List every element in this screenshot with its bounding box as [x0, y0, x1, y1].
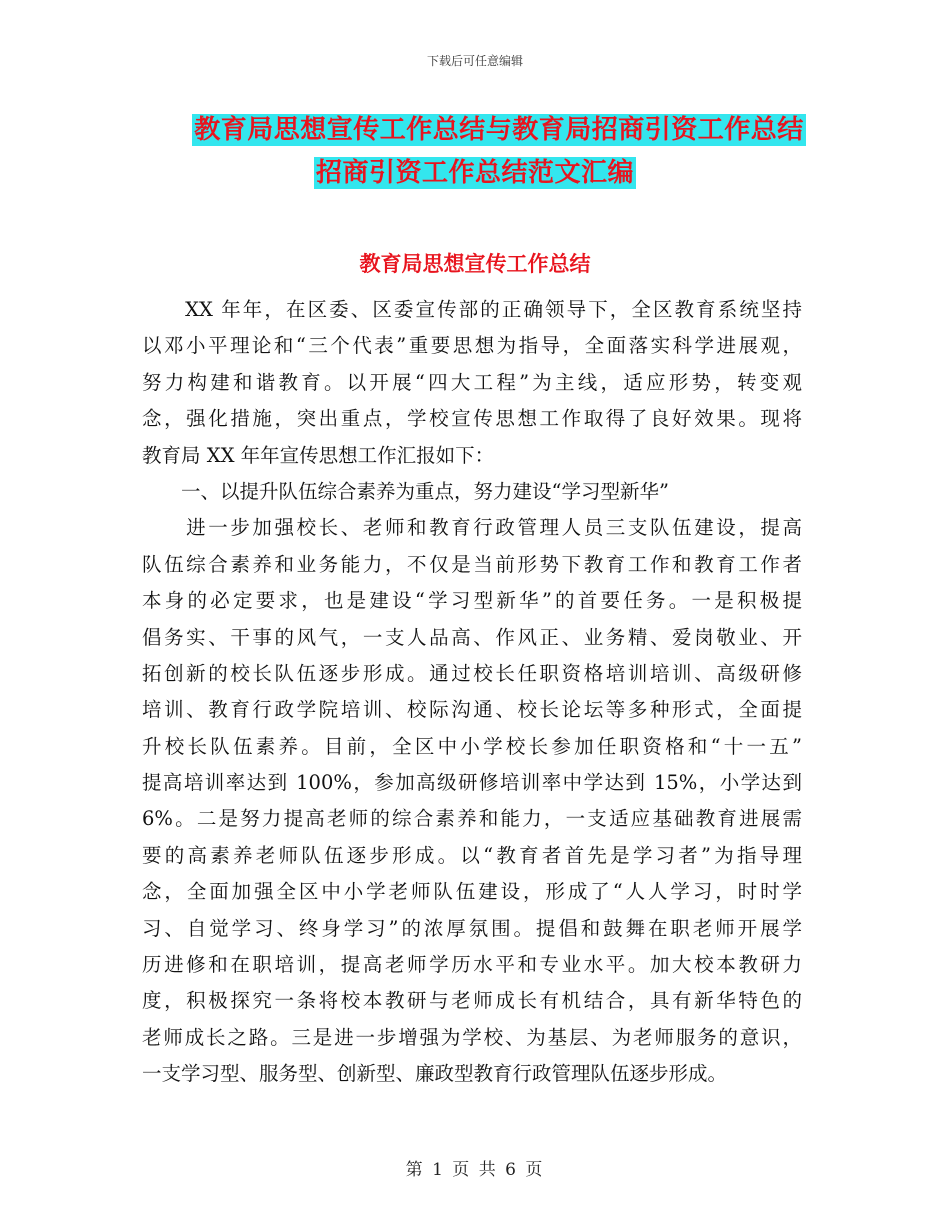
body-line: 培训、教育行政学院培训、校际沟通、校长论坛等多种形式，全面提 [142, 698, 802, 722]
section-title: 教育局思想宣传工作总结 [359, 252, 591, 276]
body-line: 提高培训率达到 100%，参加高级研修培训率中学达到 15%，小学达到 [142, 771, 802, 795]
document-title-line-2 [0, 156, 950, 190]
body-line: 6%。二是努力提高老师的综合素养和能力，一支适应基础教育进展需 [142, 807, 802, 831]
body-line: 度，积极探究一条将校本教研与老师成长有机结合，具有新华特色的 [142, 989, 802, 1013]
document-title-line-1 [0, 113, 950, 147]
body-line: 要的高素养老师队伍逐步形成。以“教育者首先是学习者”为指导理 [142, 843, 802, 867]
document-title-line-1-text: 教育局思想宣传工作总结与教育局招商引资工作总结 [194, 115, 804, 145]
body-line: XX 年年，在区委、区委宣传部的正确领导下，全区教育系统坚持 [142, 298, 802, 321]
body-line: 一、以提升队伍综合素养为重点，努力建设“学习型新华” [142, 479, 669, 503]
body-line: 以邓小平理论和“三个代表”重要思想为指导，全面落实科学进展观， [142, 334, 802, 358]
body-line: 教育局 XX 年年宣传思想工作汇报如下： [142, 443, 495, 467]
body-line: 倡务实、干事的风气，一支人品高、作风正、业务精、爱岗敬业、开 [142, 625, 802, 649]
body-line: 一支学习型、服务型、创新型、廉政型教育行政管理队伍逐步形成。 [142, 1062, 728, 1086]
body-line: 拓创新的校长队伍逐步形成。通过校长任职资格培训培训、高级研修 [142, 661, 802, 685]
body-line: 念，全面加强全区中小学老师队伍建设，形成了“人人学习，时时学 [142, 880, 802, 904]
body-line: 老师成长之路。三是进一步增强为学校、为基层、为老师服务的意识， [142, 1025, 802, 1049]
body-line: 努力构建和谐教育。以开展“四大工程”为主线，适应形势，转变观 [142, 370, 802, 394]
body-line: 习、自觉学习、终身学习”的浓厚氛围。提倡和鼓舞在职老师开展学 [142, 916, 802, 940]
body-line: 升校长队伍素养。目前，全区中小学校长参加任职资格和“十一五” [142, 734, 802, 758]
body-text [142, 292, 802, 1093]
page-number: 第 1 页 共 6 页 [405, 1160, 545, 1180]
body-line: 历进修和在职培训，提高老师学历水平和专业水平。加大校本教研力 [142, 953, 802, 977]
body-line: 队伍综合素养和业务能力，不仅是当前形势下教育工作和教育工作者 [142, 552, 802, 576]
page-header-note: 下载后可任意编辑 [426, 54, 523, 68]
document-title-line-2-text: 招商引资工作总结范文汇编 [315, 158, 634, 188]
body-line: 念，强化措施，突出重点，学校宣传思想工作取得了良好效果。现将 [142, 407, 802, 431]
body-line: 本身的必定要求，也是建设“学习型新华”的首要任务。一是积极提 [142, 589, 802, 613]
body-line: 进一步加强校长、老师和教育行政管理人员三支队伍建设，提高 [142, 516, 802, 540]
